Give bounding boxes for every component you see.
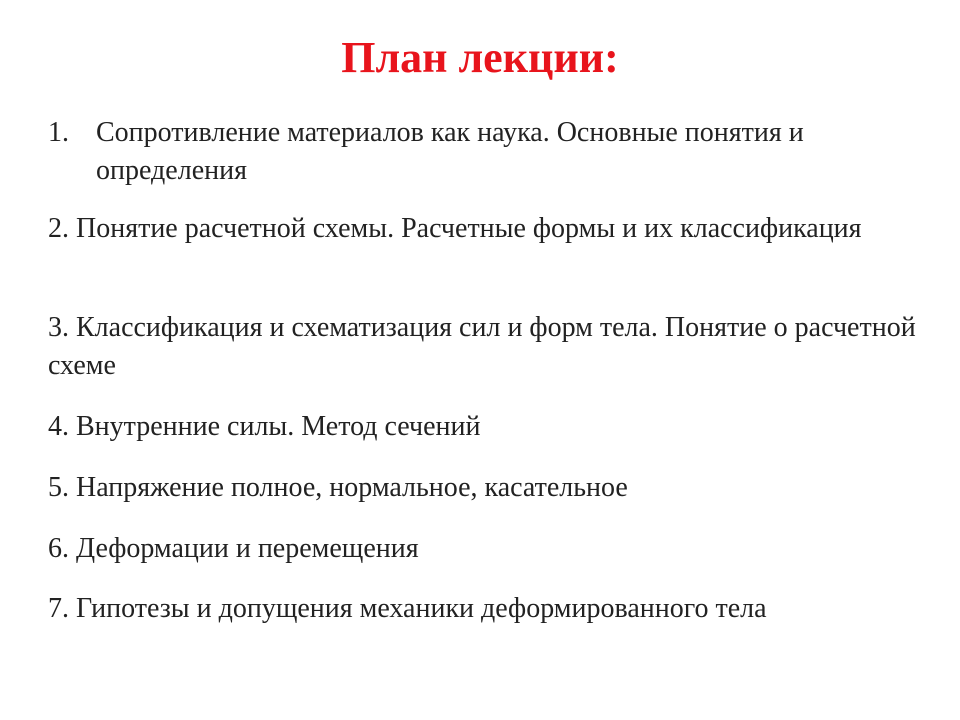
list-item: [48, 114, 928, 190]
list-item: 7. Гипотезы и допущения механики деформированного тела: [48, 593, 767, 624]
list-item: 3. Классификация и схематизация сил и форм тела. Понятие о расчетной схеме: [48, 312, 916, 381]
list-item: 6. Деформации и перемещения: [48, 533, 419, 564]
slide-title: План лекции:: [341, 33, 619, 82]
list-item: 2. Понятие расчетной схемы. Расчетные формы и их классификация: [48, 213, 862, 244]
list-item-number: 1.: [48, 117, 69, 148]
list-item: 4. Внутренние силы. Метод сечений: [48, 411, 481, 442]
list-item-text: Сопротивление материалов как наука. Основные понятия и определения: [96, 117, 804, 186]
list-item: 5. Напряжение полное, нормальное, касательное: [48, 472, 628, 503]
